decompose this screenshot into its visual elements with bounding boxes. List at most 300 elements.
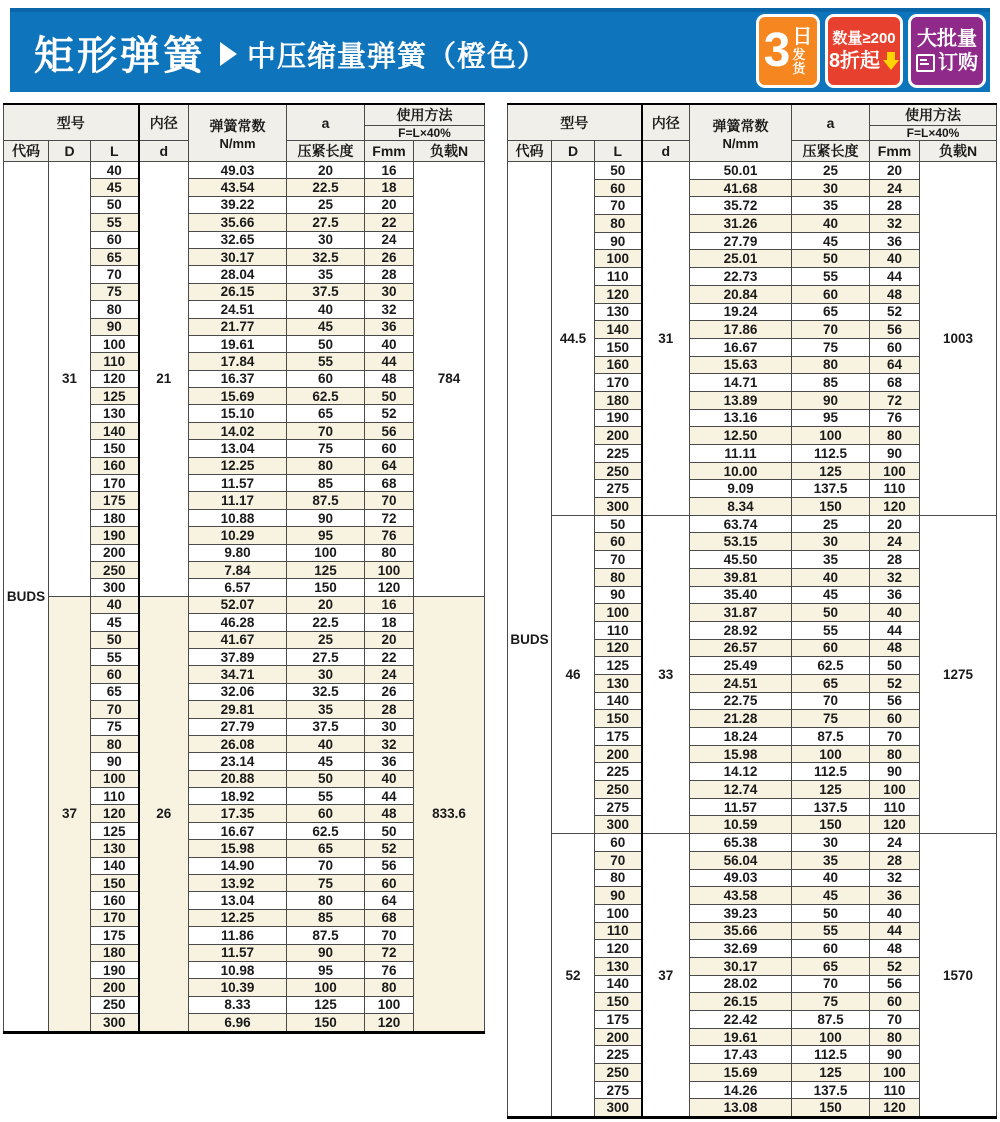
spring-constant-cell: 16.67 xyxy=(690,338,792,356)
spring-constant-cell: 30.17 xyxy=(690,957,792,975)
deflection-cell: 16 xyxy=(365,596,414,613)
spring-constant-cell: 49.03 xyxy=(189,162,287,179)
compressed-length-cell: 45 xyxy=(792,586,870,604)
load-cell: 784 xyxy=(414,162,485,597)
length-cell: 160 xyxy=(595,356,642,374)
length-cell: 170 xyxy=(595,374,642,392)
deflection-cell: 44 xyxy=(870,268,920,286)
compressed-length-cell: 95 xyxy=(287,527,365,544)
compressed-length-cell: 32.5 xyxy=(287,248,365,265)
inner-diameter-cell: 21 xyxy=(139,162,189,597)
spring-constant-cell: 26.15 xyxy=(189,283,287,300)
spring-constant-cell: 10.88 xyxy=(189,509,287,526)
spring-constant-cell: 32.65 xyxy=(189,231,287,248)
compressed-length-cell: 95 xyxy=(287,961,365,978)
compressed-length-cell: 90 xyxy=(792,391,870,409)
spring-constant-cell: 10.00 xyxy=(690,462,792,480)
compressed-length-cell: 75 xyxy=(792,338,870,356)
spring-constant-cell: 22.75 xyxy=(690,692,792,710)
spring-constant-cell: 15.69 xyxy=(690,1064,792,1082)
spring-constant-cell: 12.74 xyxy=(690,781,792,799)
deflection-cell: 90 xyxy=(870,445,920,463)
spring-constant-cell: 21.28 xyxy=(690,710,792,728)
deflection-cell: 26 xyxy=(365,248,414,265)
deflection-cell: 56 xyxy=(365,857,414,874)
length-cell: 170 xyxy=(91,475,139,492)
spring-constant-cell: 27.79 xyxy=(690,232,792,250)
compressed-length-cell: 100 xyxy=(287,979,365,996)
deflection-cell: 80 xyxy=(870,427,920,445)
deflection-cell: 32 xyxy=(365,735,414,752)
compressed-length-cell: 45 xyxy=(792,887,870,905)
length-cell: 75 xyxy=(91,718,139,735)
length-cell: 180 xyxy=(91,944,139,961)
spring-constant-cell: 11.86 xyxy=(189,927,287,944)
length-cell: 100 xyxy=(91,770,139,787)
length-cell: 200 xyxy=(91,544,139,561)
spring-constant-cell: 24.51 xyxy=(690,674,792,692)
load-cell: 833.6 xyxy=(414,596,485,1032)
length-cell: 100 xyxy=(91,335,139,352)
length-cell: 120 xyxy=(91,370,139,387)
spring-constant-cell: 15.10 xyxy=(189,405,287,422)
spring-constant-cell: 37.89 xyxy=(189,648,287,665)
spring-constant-cell: 53.15 xyxy=(690,533,792,551)
spring-constant-cell: 19.24 xyxy=(690,303,792,321)
deflection-cell: 36 xyxy=(870,887,920,905)
spring-constant-cell: 9.80 xyxy=(189,544,287,561)
length-cell: 110 xyxy=(595,268,642,286)
compressed-length-cell: 112.5 xyxy=(792,1046,870,1064)
length-cell: 200 xyxy=(91,979,139,996)
length-cell: 45 xyxy=(91,614,139,631)
spring-constant-cell: 12.25 xyxy=(189,909,287,926)
spring-constant-cell: 8.33 xyxy=(189,996,287,1013)
compressed-length-cell: 35 xyxy=(792,551,870,569)
deflection-cell: 60 xyxy=(870,338,920,356)
compressed-length-cell: 55 xyxy=(287,353,365,370)
length-cell: 300 xyxy=(595,498,642,516)
compressed-length-cell: 50 xyxy=(792,250,870,268)
length-cell: 70 xyxy=(91,266,139,283)
spring-constant-cell: 11.11 xyxy=(690,445,792,463)
length-cell: 90 xyxy=(91,753,139,770)
compressed-length-cell: 30 xyxy=(792,533,870,551)
compressed-length-cell: 125 xyxy=(792,781,870,799)
spring-constant-cell: 20.84 xyxy=(690,285,792,303)
deflection-cell: 24 xyxy=(870,533,920,551)
outer-diameter-cell: 46 xyxy=(552,515,595,833)
spring-constant-cell: 15.63 xyxy=(690,356,792,374)
header-spring-constant: 弹簧常数 N/mm xyxy=(690,104,792,162)
length-cell: 250 xyxy=(595,781,642,799)
spring-constant-cell: 17.86 xyxy=(690,321,792,339)
length-cell: 120 xyxy=(595,639,642,657)
compressed-length-cell: 60 xyxy=(287,805,365,822)
deflection-cell: 80 xyxy=(365,979,414,996)
compressed-length-cell: 137.5 xyxy=(792,798,870,816)
spring-constant-cell: 14.26 xyxy=(690,1081,792,1099)
compressed-length-cell: 75 xyxy=(287,875,365,892)
spring-constant-cell: 8.34 xyxy=(690,498,792,516)
length-cell: 160 xyxy=(91,892,139,909)
compressed-length-cell: 85 xyxy=(792,374,870,392)
compressed-length-cell: 35 xyxy=(287,701,365,718)
deflection-cell: 24 xyxy=(870,179,920,197)
length-cell: 150 xyxy=(91,440,139,457)
deflection-cell: 80 xyxy=(870,1028,920,1046)
deflection-cell: 70 xyxy=(365,927,414,944)
length-cell: 120 xyxy=(595,940,642,958)
deflection-cell: 64 xyxy=(870,356,920,374)
spec-row xyxy=(4,162,485,179)
outer-diameter-cell: 37 xyxy=(49,596,91,1032)
spring-constant-cell: 19.61 xyxy=(189,335,287,352)
spring-constant-cell: 22.73 xyxy=(690,268,792,286)
deflection-cell: 52 xyxy=(365,405,414,422)
header-formula: F=L×40% xyxy=(870,126,997,141)
length-cell: 150 xyxy=(595,993,642,1011)
header-spring-constant-unit: N/mm xyxy=(219,135,256,151)
length-cell: 300 xyxy=(91,1014,139,1032)
length-cell: 120 xyxy=(595,285,642,303)
length-cell: 275 xyxy=(595,480,642,498)
length-cell: 70 xyxy=(595,551,642,569)
spring-constant-cell: 45.50 xyxy=(690,551,792,569)
header-L: L xyxy=(595,141,642,162)
header-d: d xyxy=(139,141,189,162)
deflection-cell: 28 xyxy=(365,266,414,283)
length-cell: 125 xyxy=(595,657,642,675)
spring-constant-cell: 17.43 xyxy=(690,1046,792,1064)
header-compress-len: 压紧长度 xyxy=(792,141,870,162)
bulk-order-badge xyxy=(908,14,986,88)
length-cell: 250 xyxy=(91,561,139,578)
spring-constant-cell: 12.25 xyxy=(189,457,287,474)
compressed-length-cell: 40 xyxy=(792,869,870,887)
deflection-cell: 32 xyxy=(870,869,920,887)
compressed-length-cell: 112.5 xyxy=(792,445,870,463)
spring-constant-cell: 26.57 xyxy=(690,639,792,657)
compressed-length-cell: 35 xyxy=(287,266,365,283)
spec-table-left xyxy=(3,103,485,1034)
length-cell: 140 xyxy=(595,321,642,339)
deflection-cell: 56 xyxy=(870,692,920,710)
length-cell: 120 xyxy=(91,805,139,822)
length-cell: 125 xyxy=(91,388,139,405)
compressed-length-cell: 37.5 xyxy=(287,283,365,300)
spec-row xyxy=(508,515,997,533)
compressed-length-cell: 70 xyxy=(287,857,365,874)
spring-constant-cell: 19.61 xyxy=(690,1028,792,1046)
order-form-icon xyxy=(916,54,935,72)
spring-constant-cell: 17.35 xyxy=(189,805,287,822)
spring-constant-cell: 13.04 xyxy=(189,440,287,457)
length-cell: 200 xyxy=(595,1028,642,1046)
length-cell: 60 xyxy=(91,231,139,248)
spring-constant-cell: 56.04 xyxy=(690,851,792,869)
deflection-cell: 44 xyxy=(870,922,920,940)
compressed-length-cell: 60 xyxy=(792,285,870,303)
compressed-length-cell: 62.5 xyxy=(287,388,365,405)
header-d: d xyxy=(642,141,690,162)
deflection-cell: 40 xyxy=(870,250,920,268)
header-model: 型号 xyxy=(4,104,139,141)
header-Fmm: Fmm xyxy=(365,141,414,162)
header-loadN: 负载N xyxy=(920,141,997,162)
compressed-length-cell: 125 xyxy=(287,561,365,578)
spring-constant-cell: 39.81 xyxy=(690,568,792,586)
spring-constant-cell: 7.84 xyxy=(189,561,287,578)
load-cell: 1003 xyxy=(920,162,997,516)
ship-3day-badge xyxy=(756,14,820,88)
length-cell: 225 xyxy=(595,763,642,781)
compressed-length-cell: 27.5 xyxy=(287,214,365,231)
spring-constant-cell: 14.71 xyxy=(690,374,792,392)
compressed-length-cell: 60 xyxy=(287,370,365,387)
length-cell: 70 xyxy=(595,851,642,869)
length-cell: 80 xyxy=(595,215,642,233)
compressed-length-cell: 85 xyxy=(287,475,365,492)
deflection-cell: 28 xyxy=(870,851,920,869)
compressed-length-cell: 90 xyxy=(287,509,365,526)
spring-constant-cell: 20.88 xyxy=(189,770,287,787)
compressed-length-cell: 55 xyxy=(792,621,870,639)
compressed-length-cell: 20 xyxy=(287,162,365,179)
deflection-cell: 70 xyxy=(365,492,414,509)
deflection-cell: 120 xyxy=(365,1014,414,1032)
compressed-length-cell: 80 xyxy=(792,356,870,374)
header-a: a xyxy=(287,104,365,141)
compressed-length-cell: 65 xyxy=(792,957,870,975)
deflection-cell: 28 xyxy=(870,551,920,569)
compressed-length-cell: 70 xyxy=(792,975,870,993)
compressed-length-cell: 35 xyxy=(792,197,870,215)
deflection-cell: 76 xyxy=(870,409,920,427)
compressed-length-cell: 87.5 xyxy=(287,927,365,944)
length-cell: 60 xyxy=(595,179,642,197)
spring-constant-cell: 43.58 xyxy=(690,887,792,905)
compressed-length-cell: 75 xyxy=(287,440,365,457)
length-cell: 180 xyxy=(91,509,139,526)
deflection-cell: 100 xyxy=(870,1064,920,1082)
deflection-cell: 120 xyxy=(365,579,414,596)
compressed-length-cell: 25 xyxy=(792,515,870,533)
compressed-length-cell: 125 xyxy=(792,1064,870,1082)
spring-constant-cell: 14.90 xyxy=(189,857,287,874)
deflection-cell: 50 xyxy=(365,822,414,839)
deflection-cell: 30 xyxy=(365,283,414,300)
header-loadN: 负载N xyxy=(414,141,485,162)
ship-days-number: 3 xyxy=(763,24,791,78)
compressed-length-cell: 65 xyxy=(792,674,870,692)
compressed-length-cell: 45 xyxy=(287,753,365,770)
compressed-length-cell: 100 xyxy=(792,1028,870,1046)
load-cell: 1275 xyxy=(920,515,997,833)
compressed-length-cell: 60 xyxy=(792,639,870,657)
length-cell: 140 xyxy=(595,692,642,710)
length-cell: 140 xyxy=(91,422,139,439)
deflection-cell: 70 xyxy=(870,728,920,746)
badge-group xyxy=(756,14,986,88)
length-cell: 90 xyxy=(91,318,139,335)
header-code: 代码 xyxy=(4,141,49,162)
spring-constant-cell: 43.54 xyxy=(189,179,287,196)
compressed-length-cell: 65 xyxy=(287,405,365,422)
length-cell: 50 xyxy=(91,631,139,648)
compressed-length-cell: 22.5 xyxy=(287,179,365,196)
header-usage: 使用方法 xyxy=(365,104,485,126)
compressed-length-cell: 150 xyxy=(792,1099,870,1118)
length-cell: 275 xyxy=(595,798,642,816)
spring-constant-cell: 27.79 xyxy=(189,718,287,735)
compressed-length-cell: 60 xyxy=(792,940,870,958)
header-formula: F=L×40% xyxy=(365,126,485,141)
inner-diameter-cell: 31 xyxy=(642,162,690,516)
deflection-cell: 120 xyxy=(870,1099,920,1118)
spring-constant-cell: 11.57 xyxy=(690,798,792,816)
deflection-cell: 120 xyxy=(870,498,920,516)
length-cell: 40 xyxy=(91,162,139,179)
compressed-length-cell: 70 xyxy=(792,321,870,339)
deflection-cell: 52 xyxy=(870,674,920,692)
inner-diameter-cell: 33 xyxy=(642,515,690,833)
spring-constant-cell: 11.57 xyxy=(189,944,287,961)
spring-constant-cell: 65.38 xyxy=(690,834,792,852)
compressed-length-cell: 150 xyxy=(792,816,870,834)
length-cell: 50 xyxy=(595,515,642,533)
order-label: 订购 xyxy=(938,52,978,74)
deflection-cell: 36 xyxy=(870,232,920,250)
length-cell: 100 xyxy=(595,604,642,622)
compressed-length-cell: 30 xyxy=(287,666,365,683)
compressed-length-cell: 100 xyxy=(792,745,870,763)
compressed-length-cell: 45 xyxy=(792,232,870,250)
discount-label: 8折起 xyxy=(828,49,881,72)
compressed-length-cell: 25 xyxy=(792,162,870,180)
spring-constant-cell: 35.66 xyxy=(690,922,792,940)
length-cell: 80 xyxy=(595,568,642,586)
compressed-length-cell: 40 xyxy=(792,568,870,586)
deflection-cell: 72 xyxy=(365,509,414,526)
length-cell: 275 xyxy=(595,1081,642,1099)
quantity-condition: 数量≥200 xyxy=(832,30,896,48)
compressed-length-cell: 25 xyxy=(287,631,365,648)
compressed-length-cell: 125 xyxy=(287,996,365,1013)
spring-constant-cell: 46.28 xyxy=(189,614,287,631)
spring-constant-cell: 16.67 xyxy=(189,822,287,839)
length-cell: 110 xyxy=(91,788,139,805)
load-cell: 1570 xyxy=(920,834,997,1118)
compressed-length-cell: 100 xyxy=(287,544,365,561)
compressed-length-cell: 35 xyxy=(792,851,870,869)
inner-diameter-cell: 26 xyxy=(139,596,189,1032)
header-spring-constant-unit: N/mm xyxy=(722,135,759,151)
deflection-cell: 32 xyxy=(365,301,414,318)
spring-constant-cell: 50.01 xyxy=(690,162,792,180)
length-cell: 65 xyxy=(91,248,139,265)
quantity-discount-badge xyxy=(825,14,903,88)
deflection-cell: 44 xyxy=(365,353,414,370)
deflection-cell: 36 xyxy=(365,753,414,770)
length-cell: 150 xyxy=(91,875,139,892)
compressed-length-cell: 32.5 xyxy=(287,683,365,700)
compressed-length-cell: 150 xyxy=(792,498,870,516)
deflection-cell: 100 xyxy=(365,996,414,1013)
length-cell: 200 xyxy=(595,745,642,763)
length-cell: 180 xyxy=(595,391,642,409)
spring-constant-cell: 63.74 xyxy=(690,515,792,533)
spring-constant-cell: 16.37 xyxy=(189,370,287,387)
header-usage: 使用方法 xyxy=(870,104,997,126)
deflection-cell: 110 xyxy=(870,480,920,498)
header-model: 型号 xyxy=(508,104,642,141)
length-cell: 130 xyxy=(91,405,139,422)
spring-constant-cell: 31.87 xyxy=(690,604,792,622)
spring-constant-cell: 12.50 xyxy=(690,427,792,445)
deflection-cell: 68 xyxy=(365,475,414,492)
length-cell: 60 xyxy=(595,834,642,852)
deflection-cell: 100 xyxy=(870,462,920,480)
length-cell: 90 xyxy=(595,586,642,604)
spring-constant-cell: 31.26 xyxy=(690,215,792,233)
deflection-cell: 30 xyxy=(365,718,414,735)
compressed-length-cell: 50 xyxy=(792,904,870,922)
deflection-cell: 76 xyxy=(365,527,414,544)
deflection-cell: 40 xyxy=(870,604,920,622)
spring-constant-cell: 35.40 xyxy=(690,586,792,604)
compressed-length-cell: 50 xyxy=(792,604,870,622)
spring-constant-cell: 13.08 xyxy=(690,1099,792,1118)
length-cell: 130 xyxy=(91,840,139,857)
title-arrow-icon xyxy=(220,42,237,66)
deflection-cell: 100 xyxy=(870,781,920,799)
outer-diameter-cell: 52 xyxy=(552,834,595,1118)
deflection-cell: 110 xyxy=(870,798,920,816)
compressed-length-cell: 65 xyxy=(287,840,365,857)
deflection-cell: 20 xyxy=(870,515,920,533)
spring-constant-cell: 22.42 xyxy=(690,1011,792,1029)
spring-constant-cell: 35.66 xyxy=(189,214,287,231)
compressed-length-cell: 27.5 xyxy=(287,648,365,665)
spring-constant-cell: 18.92 xyxy=(189,788,287,805)
length-cell: 130 xyxy=(595,957,642,975)
compressed-length-cell: 87.5 xyxy=(287,492,365,509)
spring-constant-cell: 10.29 xyxy=(189,527,287,544)
compressed-length-cell: 65 xyxy=(792,303,870,321)
deflection-cell: 52 xyxy=(365,840,414,857)
outer-diameter-cell: 31 xyxy=(49,162,91,597)
length-cell: 250 xyxy=(91,996,139,1013)
header-D: D xyxy=(552,141,595,162)
spring-constant-cell: 52.07 xyxy=(189,596,287,613)
spring-constant-cell: 25.01 xyxy=(690,250,792,268)
deflection-cell: 110 xyxy=(870,1081,920,1099)
length-cell: 225 xyxy=(595,1046,642,1064)
length-cell: 125 xyxy=(91,822,139,839)
length-cell: 110 xyxy=(91,353,139,370)
spec-table-right xyxy=(507,103,997,1119)
deflection-cell: 64 xyxy=(365,892,414,909)
header-a: a xyxy=(792,104,870,141)
ship-day-char: 日 xyxy=(792,25,813,48)
deflection-cell: 32 xyxy=(870,215,920,233)
page-title: 矩形弹簧 xyxy=(34,33,206,78)
compressed-length-cell: 150 xyxy=(287,579,365,596)
compressed-length-cell: 20 xyxy=(287,596,365,613)
header-spring-constant: 弹簧常数 N/mm xyxy=(189,104,287,162)
length-cell: 140 xyxy=(91,857,139,874)
